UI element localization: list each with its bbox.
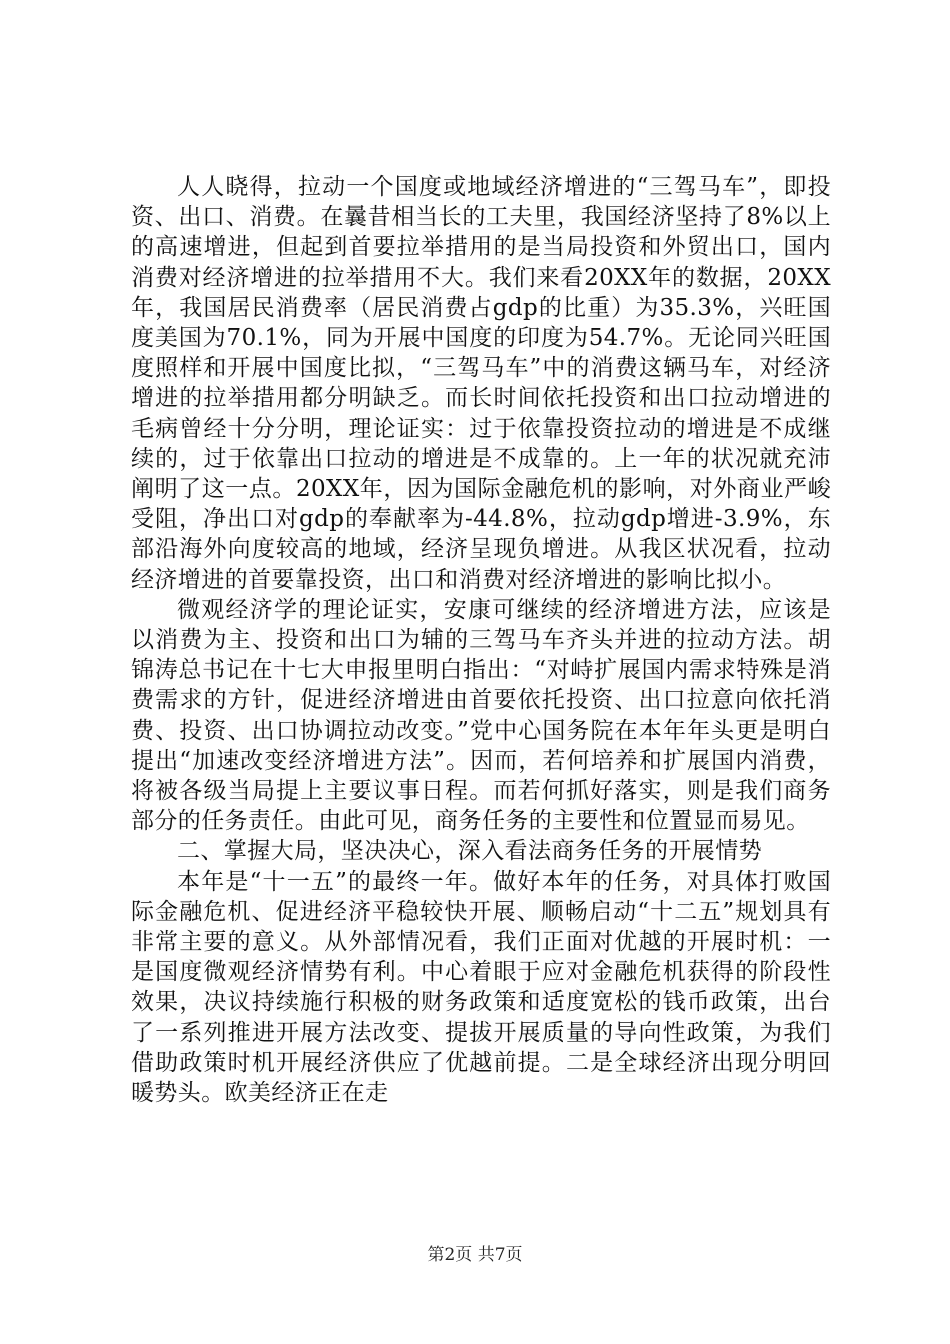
- paragraph-2: 微观经济学的理论证实，安康可继续的经济增进方法，应该是以消费为主、投资和出口为辅的三驾马车齐头并进的拉动方法。胡锦涛总书记在十七大申报里明白指出：“对峙扩展国内需求特殊是消费需求的方针，促进经济增进由首要依托投资、出口拉意向依托消费、投资、出口协调拉动改变。”党中心国务院在本年年头更是明白提出“加速改变经济增进方法”。因而，若何培养和扩展国内消费，将被各级当局提上主要议事日程。而若何抓好落实，则是我们商务部分的任务责任。由此可见，商务任务的主要性和位置显而易见。: [131, 596, 831, 835]
- document-body: [131, 172, 831, 1108]
- section-heading: 二、掌握大局，坚决决心，深入看法商务任务的开展情势: [177, 838, 762, 865]
- page-number-footer: 第2页 共7页: [427, 1245, 523, 1265]
- paragraph-3: 本年是“十一五”的最终一年。做好本年的任务，对具体打败国际金融危机、促进经济平稳较快开展、顺畅启动“十二五”规划具有非常主要的意义。从外部情况看，我们正面对优越的开展时机：一是国度微观经济情势有利。中心着眼于应对金融危机获得的阶段性效果，决议持续施行积极的财务政策和适度宽松的钱币政策，出台了一系列推进开展方法改变、提拔开展质量的导向性政策，为我们借助政策时机开展经济供应了优越前提。二是全球经济出现分明回暖势头。欧美经济正在走: [131, 868, 831, 1107]
- paragraph-1: 人人晓得，拉动一个国度或地域经济增进的“三驾马车”，即投资、出口、消费。在曩昔相当长的工夫里，我国经济坚持了8%以上的高速增进，但起到首要拉举措用的是当局投资和外贸出口，国内消费对经济增进的拉举措用不大。我们来看20XX年的数据，20XX年，我国居民消费率（居民消费占gdp的比重）为35.3%，兴旺国度美国为70.1%，同为开展中国度的印度为54.7%。无论同兴旺国度照样和开展中国度比拟，“三驾马车”中的消费这辆马车，对经济增进的拉举措用都分明缺乏。而长时间依托投资和出口拉动增进的毛病曾经十分分明，理论证实：过于依靠投资拉动的增进是不成继续的，过于依靠出口拉动的增进是不成靠的。上一年的状况就充沛阐明了这一点。20XX年，因为国际金融危机的影响，对外商业严峻受阻，净出口对gdp的奉献率为-44.8%，拉动gdp增进-3.9%，东部沿海外向度较高的地域，经济呈现负增进。从我区状况看，拉动经济增进的首要靠投资，出口和消费对经济增进的影响比拟小。: [131, 174, 831, 593]
